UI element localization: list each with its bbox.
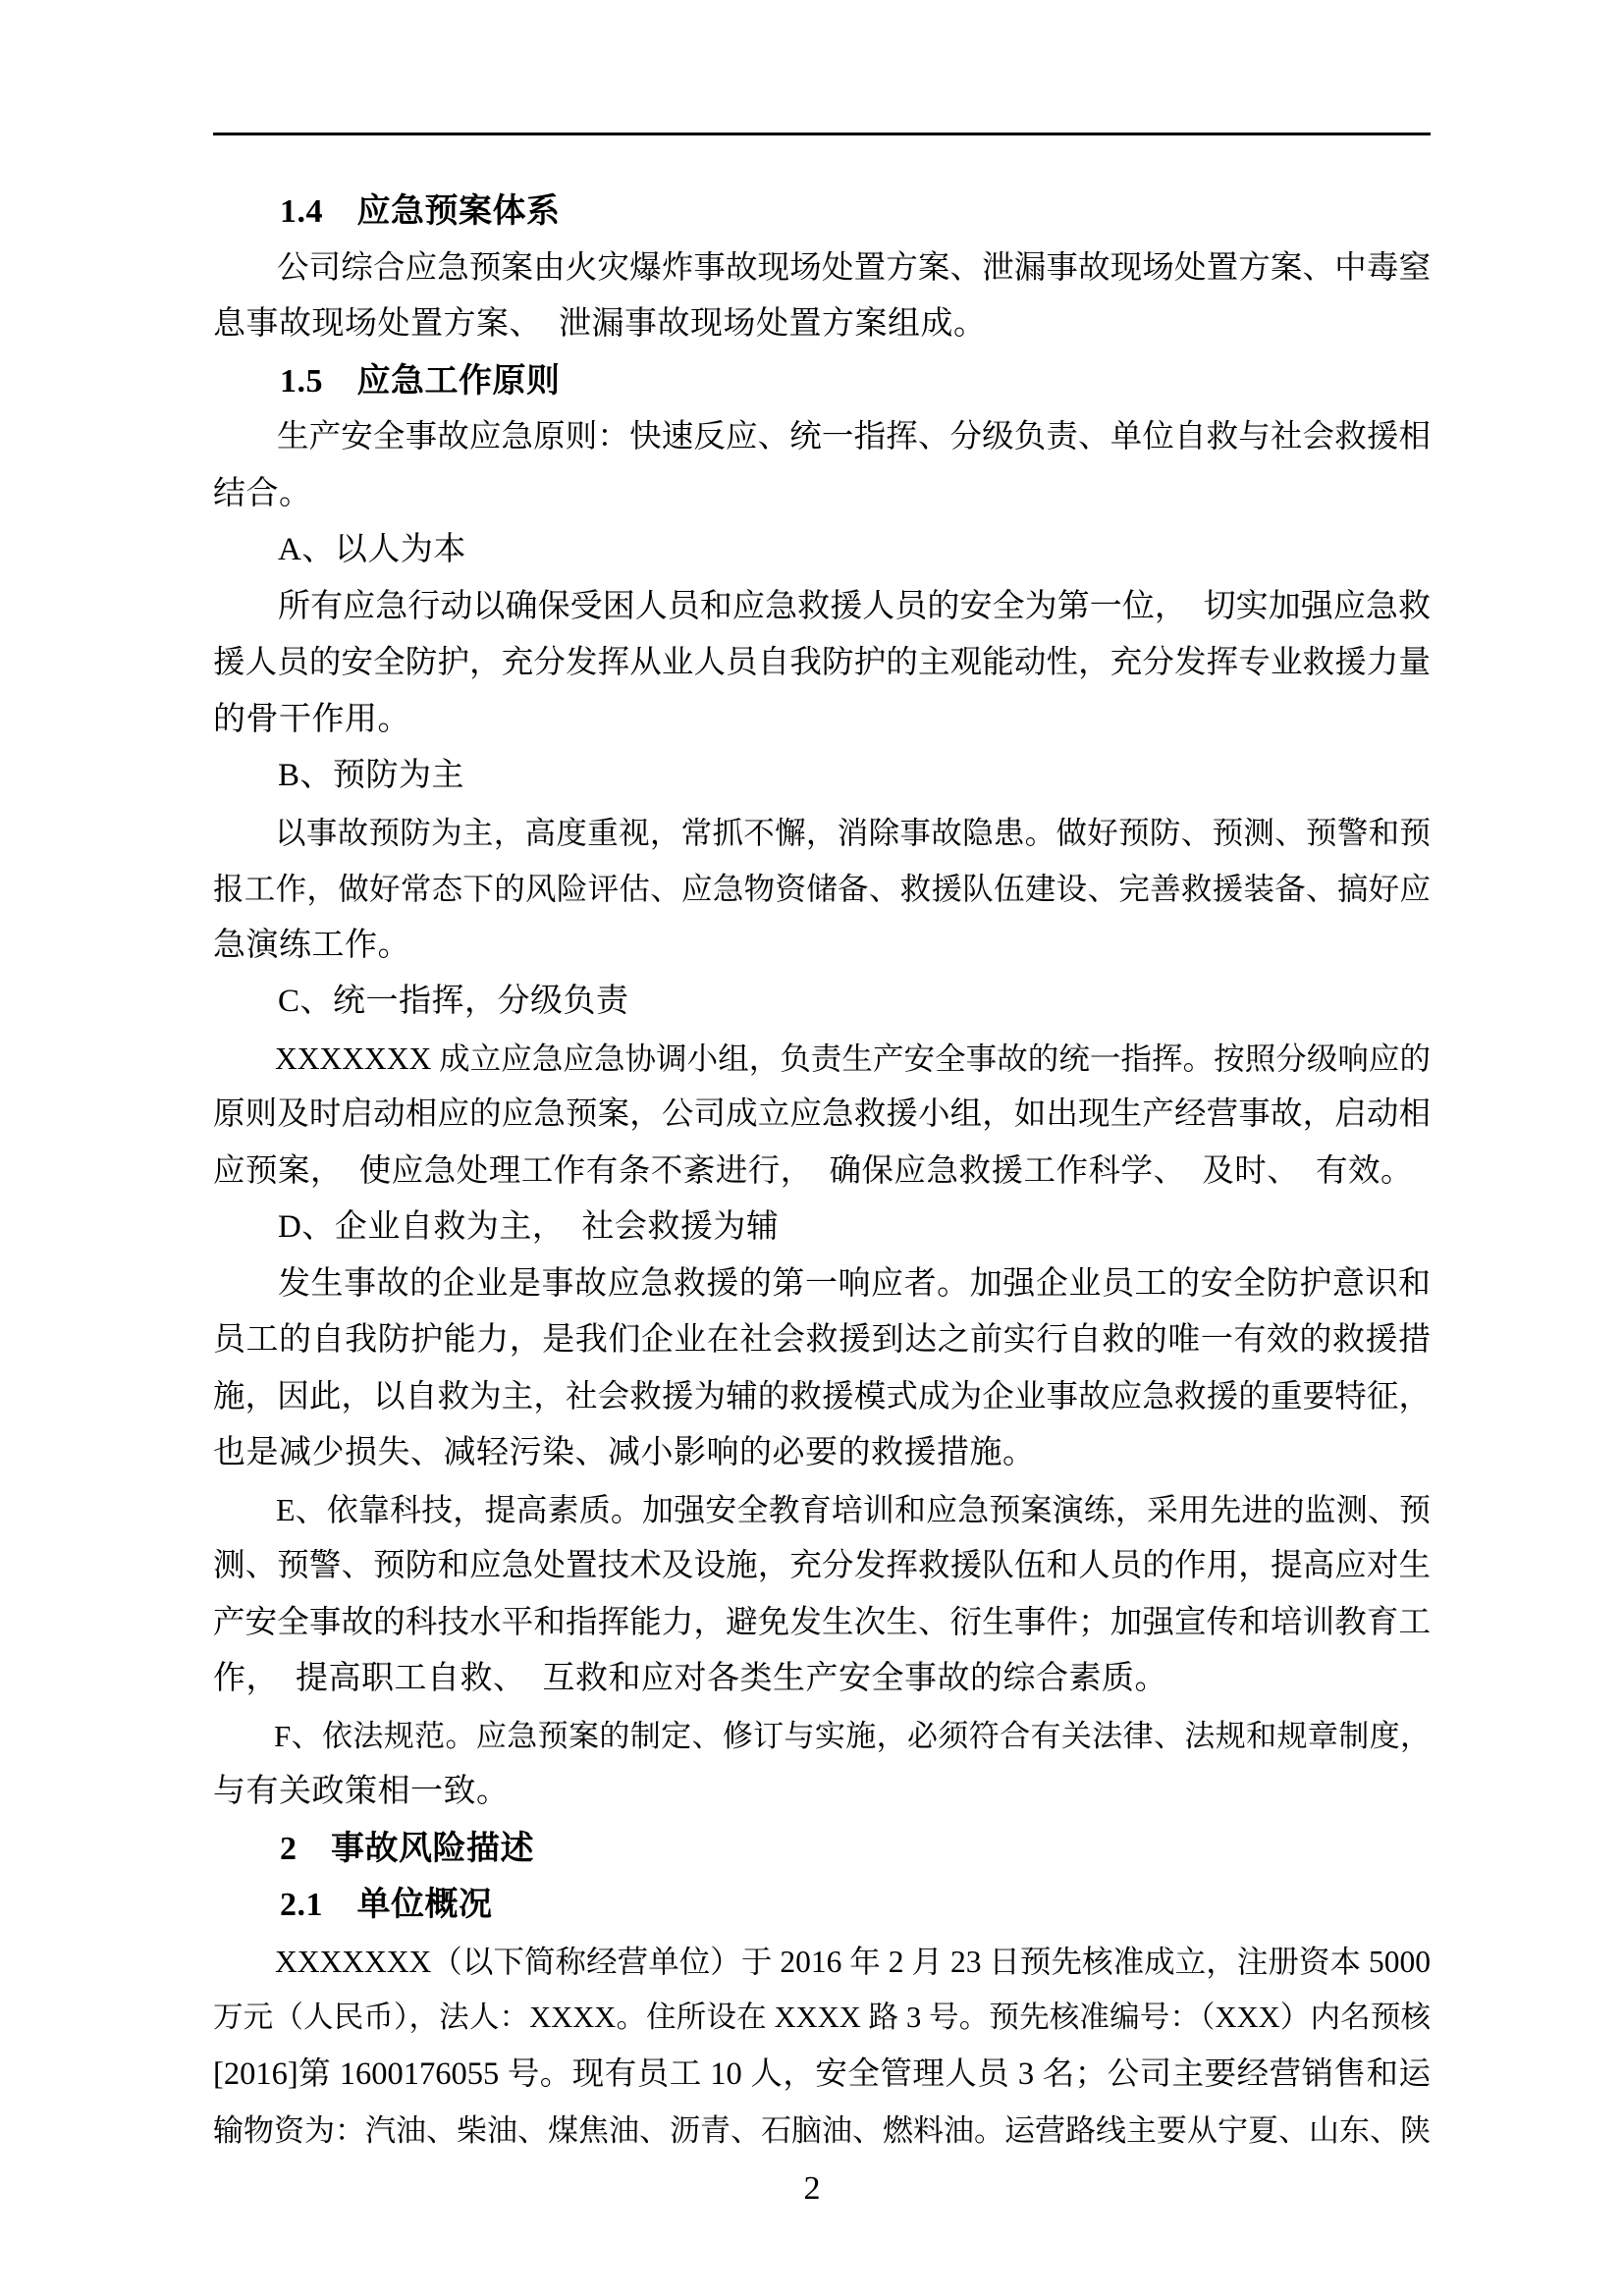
text-line: 生产安全事故应急原则：快速反应、统一指挥、分级负责、单位自救与社会救援相 [277,419,1431,454]
text-line: 急演练工作。 [213,927,410,963]
section-heading: 2 事故风险描述 [280,1830,534,1867]
text-line: 作， 提高职工自救、 互救和应对各类生产安全事故的综合素质。 [213,1661,1167,1696]
section-heading: 2.1 单位概况 [280,1887,493,1923]
text-line: E、依靠科技，提高素质。加强安全教育培训和应急预案演练，采用先进的监测、预 [276,1491,1431,1527]
text-line: A、以人为本 [278,532,466,567]
text-line: B、预防为主 [278,758,465,793]
text-line: D、企业自救为主， 社会救援为辅 [278,1209,780,1245]
text-line: 以事故预防为主，高度重视，常抓不懈，消除事故隐患。做好预防、预测、预警和预 [275,815,1431,850]
text-line: 测、预警、预防和应急处置技术及设施，充分发挥救援队伍和人员的作用，提高应对生 [213,1548,1431,1583]
section-heading: 1.5 应急工作原则 [280,362,561,400]
text-line: 结合。 [213,475,312,511]
header-rule [213,133,1431,135]
text-line: 员工的自我防护能力，是我们企业在社会救援到达之前实行自救的唯一有效的救援措 [213,1322,1431,1358]
text-line: 息事故现场处置方案、 泄漏事故现场处置方案组成。 [213,306,987,342]
document-body [213,184,1431,2160]
text-line: 与有关政策相一致。 [213,1774,510,1809]
text-line: 的骨干作用。 [213,701,410,737]
text-line: 产安全事故的科技水平和指挥能力，避免发生次生、衍生事件；加强宣传和培训教育工 [213,1604,1431,1640]
text-line: C、统一指挥，分级负责 [278,984,629,1019]
text-line: 发生事故的企业是事故应急救援的第一响应者。加强企业员工的安全防护意识和 [278,1265,1431,1302]
text-line: 援人员的安全防护，充分发挥从业人员自我防护的主观能动性，充分发挥专业救援力量 [213,645,1431,680]
text-line: XXXXXXX（以下简称经营单位）于 2016 年 2 月 23 日预先核准成立，注册资本 5000 [275,1944,1431,1979]
section-heading: 1.4 应急预案体系 [280,193,561,230]
text-line: XXXXXXX 成立应急应急协调小组，负责生产安全事故的统一指挥。按照分级响应的 [275,1041,1431,1076]
text-line: 所有应急行动以确保受困人员和应急救援人员的安全为第一位， 切实加强应急救 [278,588,1431,624]
text-line: 原则及时启动相应的应急预案，公司成立应急救援小组，如出现生产经营事故，启动相 [213,1096,1431,1132]
text-line: F、依法规范。应急预案的制定、修订与实施，必须符合有关法律、法规和规章制度， [274,1718,1431,1753]
text-line: 报工作，做好常态下的风险评估、应急物资储备、救援队伍建设、完善救援装备、搞好应 [213,872,1431,906]
text-line: 输物资为：汽油、柴油、煤焦油、沥青、石脑油、燃料油。运营路线主要从宁夏、山东、陕 [213,2113,1431,2148]
text-line: 施，因此，以自救为主，社会救援为辅的救援模式成为企业事故应急救援的重要特征， [213,1378,1431,1415]
text-line: 公司综合应急预案由火灾爆炸事故现场处置方案、泄漏事故现场处置方案、中毒窒 [277,249,1431,286]
page-number: 2 [803,2170,821,2207]
text-line: 万元（人民币），法人：XXXX。住所设在 XXXX 路 3 号。预先核准编号：（XXX）内名预核 [213,2001,1431,2034]
text-line: 也是减少损失、减轻污染、减小影响的必要的救援措施。 [213,1435,1036,1470]
text-line: [2016]第 1600176055 号。现有员工 10 人，安全管理人员 3 名；公司主要经营销售和运 [213,2056,1431,2092]
text-line: 应预案， 使应急处理工作有条不紊进行， 确保应急救援工作科学、 及时、 有效。 [213,1152,1414,1189]
